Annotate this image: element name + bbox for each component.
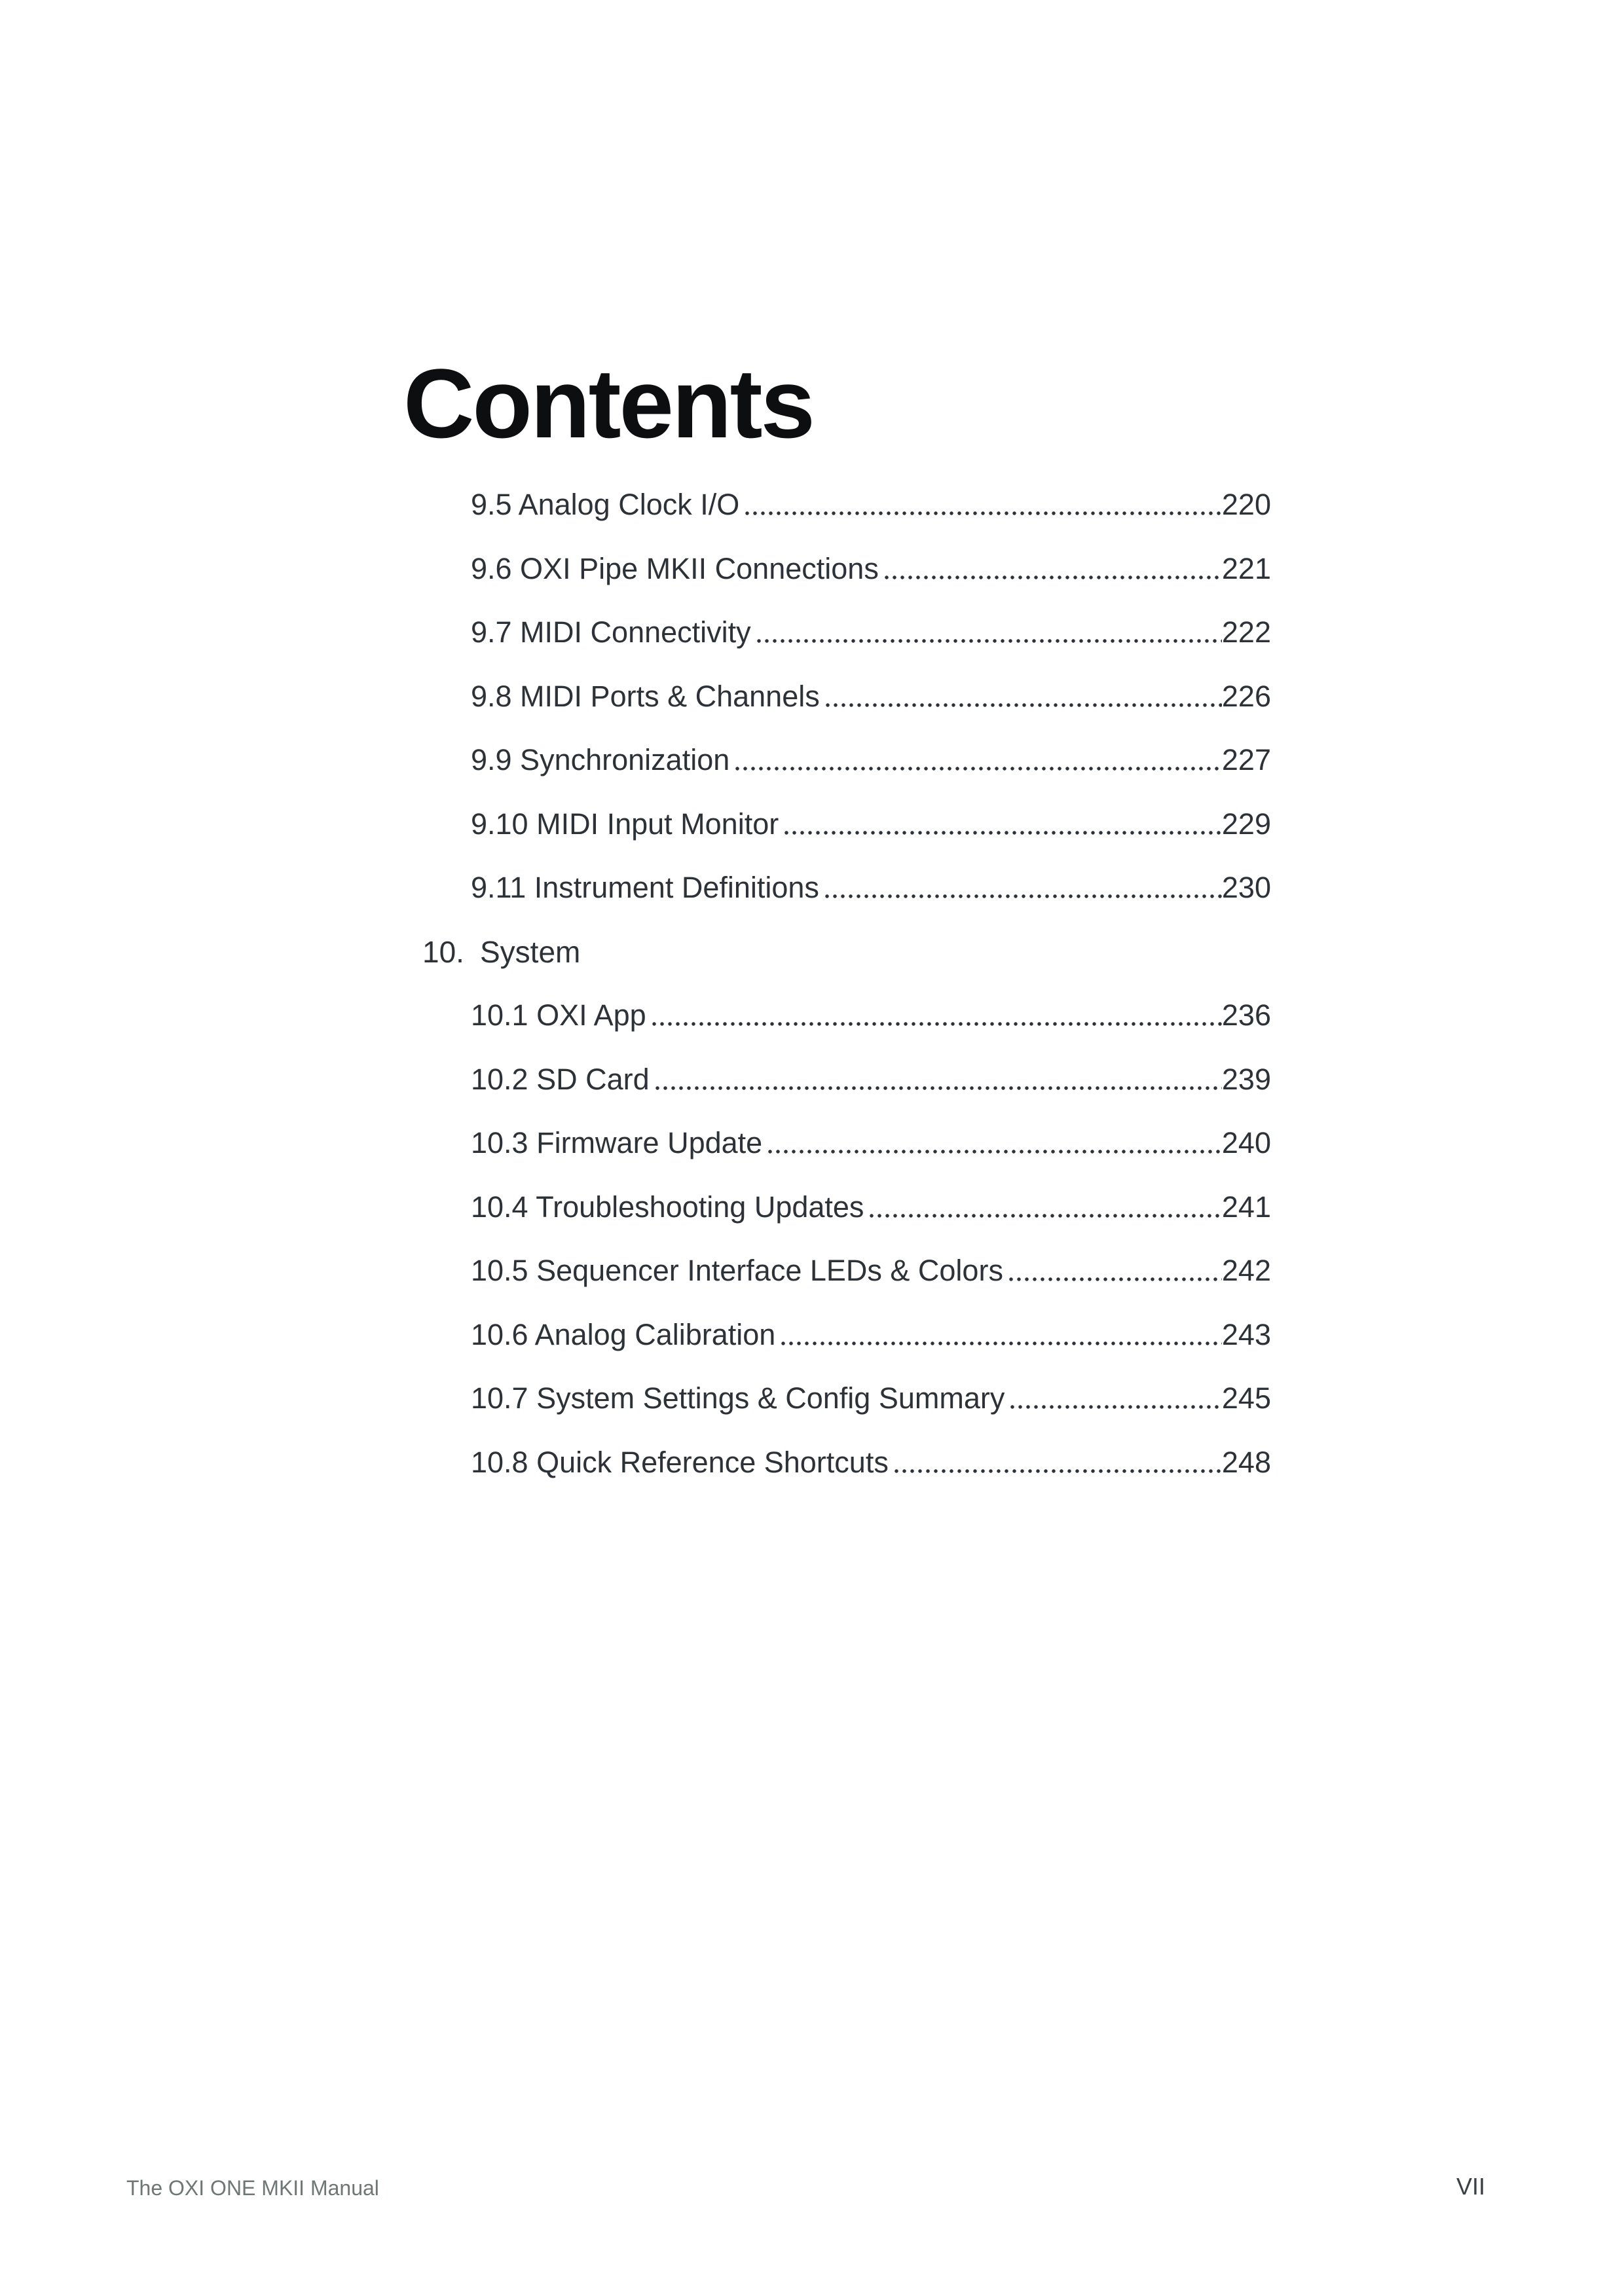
dot-leader bbox=[1008, 1383, 1222, 1410]
dot-leader bbox=[779, 1320, 1222, 1347]
dot-leader bbox=[883, 554, 1222, 581]
toc-entry-label: 10.8 Quick Reference Shortcuts bbox=[471, 1445, 889, 1479]
toc-page-number: 243 bbox=[1221, 1317, 1271, 1351]
toc-page-number: 229 bbox=[1221, 807, 1271, 841]
page-title: Contents bbox=[403, 348, 813, 458]
toc-entry-label: 9.9 Synchronization bbox=[471, 743, 730, 776]
toc-entry[interactable] bbox=[471, 1383, 1271, 1448]
toc-entry[interactable] bbox=[471, 1062, 1271, 1129]
dot-leader bbox=[868, 1192, 1221, 1219]
toc-entry[interactable] bbox=[471, 617, 1271, 682]
toc-page-number: 227 bbox=[1221, 743, 1271, 776]
toc-entry-label: 10.5 Sequencer Interface LEDs & Colors bbox=[471, 1254, 1003, 1287]
toc-entry-label: 9.11 Instrument Definitions bbox=[471, 871, 819, 904]
toc-entry[interactable] bbox=[471, 551, 1271, 618]
toc-page-number: 220 bbox=[1221, 488, 1271, 521]
toc-entry[interactable] bbox=[471, 1445, 1271, 1512]
toc-page-number: 221 bbox=[1221, 551, 1271, 585]
dot-leader bbox=[824, 682, 1222, 708]
toc-entry-label: 9.8 MIDI Ports & Channels bbox=[471, 679, 820, 713]
toc-page-number: 248 bbox=[1221, 1445, 1271, 1479]
toc-entry[interactable] bbox=[471, 679, 1271, 746]
dot-leader bbox=[650, 1000, 1222, 1027]
toc-entry-label: 9.6 OXI Pipe MKII Connections bbox=[471, 551, 879, 585]
table-of-contents bbox=[422, 488, 1271, 1511]
toc-entry-label: 10.1 OXI App bbox=[471, 998, 646, 1032]
toc-section-label: System bbox=[480, 934, 581, 969]
footer-page-number: VII bbox=[1456, 2173, 1485, 2200]
toc-entry-label: 10.4 Troubleshooting Updates bbox=[471, 1190, 864, 1224]
dot-leader bbox=[743, 490, 1222, 517]
dot-leader bbox=[1007, 1256, 1222, 1283]
toc-entry[interactable] bbox=[471, 873, 1271, 937]
toc-entry[interactable] bbox=[471, 809, 1271, 873]
toc-page-number: 222 bbox=[1221, 615, 1271, 649]
toc-entry-label: 10.7 System Settings & Config Summary bbox=[471, 1381, 1005, 1415]
toc-entry[interactable] bbox=[471, 1000, 1271, 1065]
toc-entry-label: 9.7 MIDI Connectivity bbox=[471, 615, 751, 649]
toc-entry-label: 9.5 Analog Clock I/O bbox=[471, 488, 740, 521]
toc-entry[interactable] bbox=[471, 1128, 1271, 1192]
toc-page-number: 230 bbox=[1221, 871, 1271, 904]
toc-page-number: 239 bbox=[1221, 1062, 1271, 1096]
toc-entry[interactable] bbox=[471, 490, 1271, 554]
dot-leader bbox=[733, 745, 1222, 772]
toc-entry-label: 9.10 MIDI Input Monitor bbox=[471, 807, 779, 841]
toc-entry[interactable] bbox=[471, 1256, 1271, 1320]
dot-leader bbox=[654, 1065, 1222, 1091]
toc-entry-label: 10.2 SD Card bbox=[471, 1062, 650, 1096]
toc-page-number: 245 bbox=[1221, 1381, 1271, 1415]
dot-leader bbox=[893, 1448, 1222, 1474]
toc-entry-label: 10.3 Firmware Update bbox=[471, 1126, 763, 1159]
toc-page-number: 242 bbox=[1221, 1254, 1271, 1287]
dot-leader bbox=[755, 617, 1222, 644]
toc-entry[interactable] bbox=[471, 1192, 1271, 1256]
footer-document-title: The OXI ONE MKII Manual bbox=[126, 2176, 379, 2200]
toc-entry-label: 10.6 Analog Calibration bbox=[471, 1317, 776, 1351]
dot-leader bbox=[783, 809, 1222, 836]
dot-leader bbox=[766, 1128, 1222, 1155]
toc-page-number: 236 bbox=[1221, 998, 1271, 1032]
toc-section-number: 10. bbox=[422, 934, 464, 969]
dot-leader bbox=[823, 873, 1222, 900]
toc-page-number: 226 bbox=[1221, 679, 1271, 713]
toc-page-number: 241 bbox=[1221, 1190, 1271, 1224]
toc-section-heading bbox=[422, 934, 1271, 1001]
toc-entry[interactable] bbox=[471, 745, 1271, 809]
toc-page-number: 240 bbox=[1221, 1126, 1271, 1159]
toc-entry[interactable] bbox=[471, 1317, 1271, 1384]
